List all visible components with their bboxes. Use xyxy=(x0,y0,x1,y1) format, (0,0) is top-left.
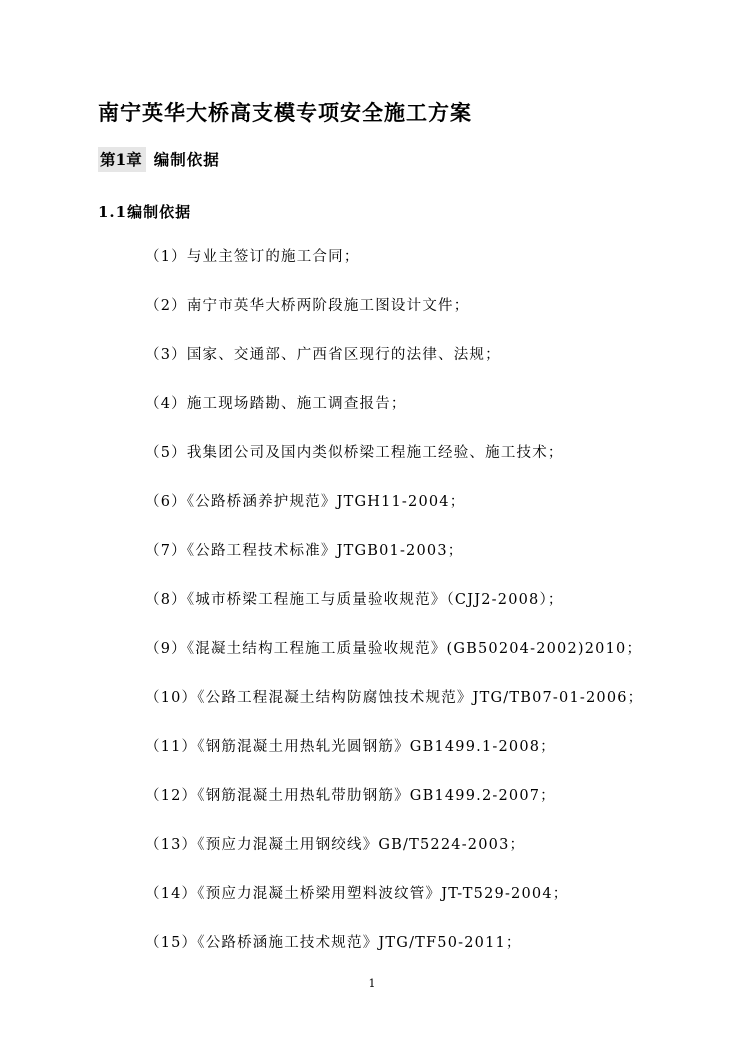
reference-list xyxy=(145,246,643,981)
reference-item: （5）我集团公司及国内类似桥梁工程施工经验、施工技术； xyxy=(145,445,564,461)
page-number: 1 xyxy=(368,977,376,990)
reference-item: （15）《公路桥涵施工技术规范》JTG/TF50-2011； xyxy=(145,935,522,951)
reference-item: （12）《钢筋混凝土用热轧带肋钢筋》GB1499.2-2007； xyxy=(145,788,556,804)
reference-item: （11）《钢筋混凝土用热轧光圆钢筋》GB1499.1-2008； xyxy=(145,739,556,755)
chapter-number: 第1章 xyxy=(98,147,146,172)
reference-item: （6）《公路桥涵养护规范》JTGH11-2004； xyxy=(145,494,466,510)
reference-item: （2）南宁市英华大桥两阶段施工图设计文件； xyxy=(145,298,470,314)
reference-item: （1）与业主签订的施工合同； xyxy=(145,249,360,265)
reference-item: （10）《公路工程混凝土结构防腐蚀技术规范》JTG/TB07-01-2006； xyxy=(145,690,644,706)
reference-item: （4）施工现场踏勘、施工调查报告； xyxy=(145,396,407,412)
reference-item: （14）《预应力混凝土桥梁用塑料波纹管》JT-T529-2004； xyxy=(145,886,569,902)
document-title: 南宁英华大桥高支模专项安全施工方案 xyxy=(98,100,472,125)
section-heading: 1.1编制依据 xyxy=(98,203,192,221)
reference-item: （3）国家、交通部、广西省区现行的法律、法规； xyxy=(145,347,501,363)
reference-item: （8）《城市桥梁工程施工与质量验收规范》（CJJ2-2008）； xyxy=(145,592,564,608)
reference-item: （7）《公路工程技术标准》JTGB01-2003； xyxy=(145,543,464,559)
reference-item: （9）《混凝土结构工程施工质量验收规范》(GB50204-2002)2010； xyxy=(145,641,643,657)
reference-item: （13）《预应力混凝土用钢绞线》GB/T5224-2003； xyxy=(145,837,526,853)
chapter-title: 编制依据 xyxy=(153,150,220,169)
chapter-heading xyxy=(98,148,220,170)
